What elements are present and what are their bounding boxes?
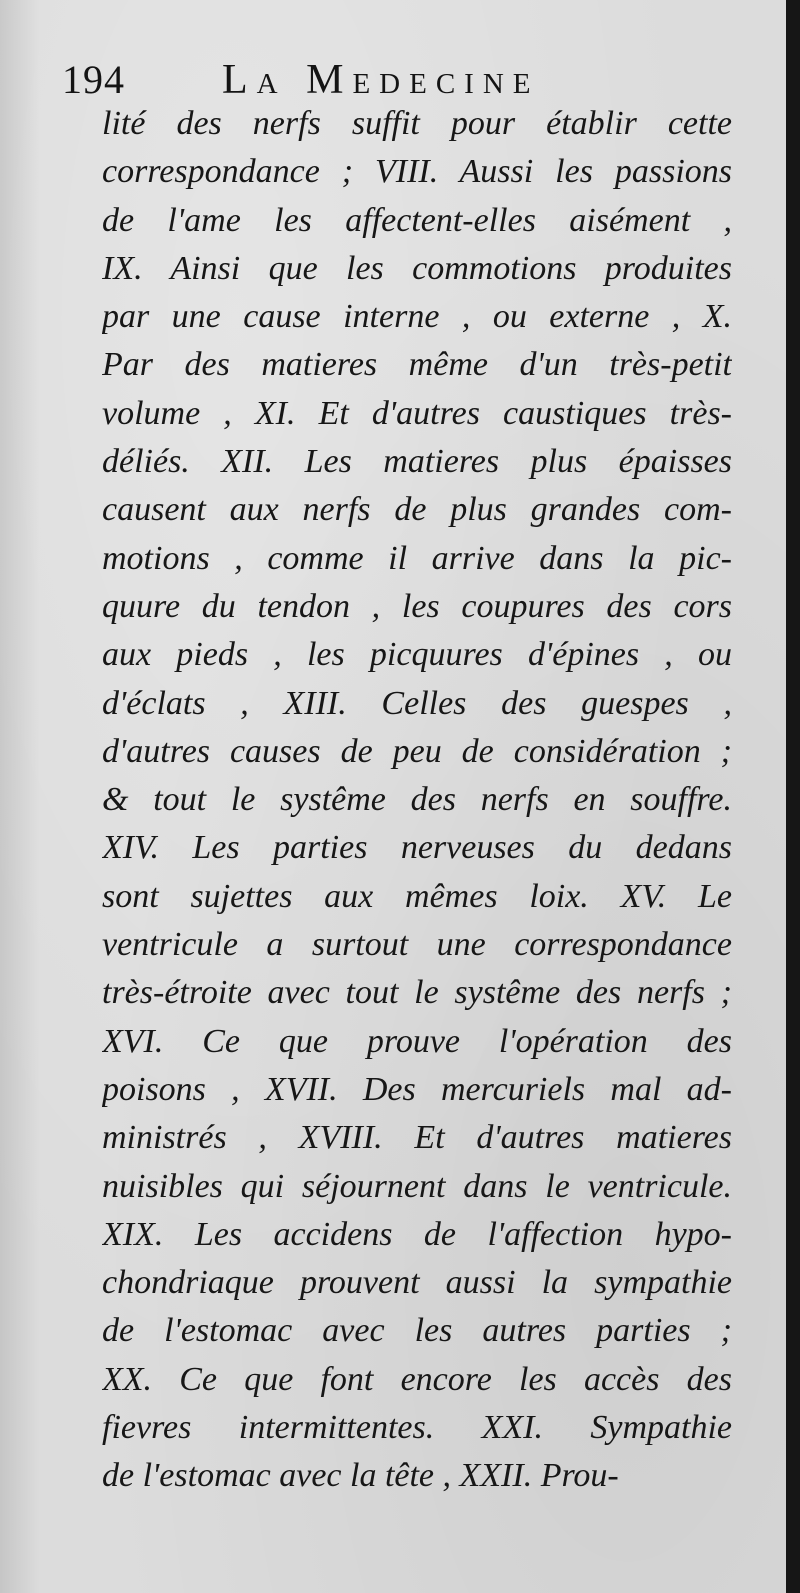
- text-line: motions , comme il arrive dans la pic-: [102, 539, 732, 577]
- body-text: [102, 100, 732, 1501]
- text-line: quure du tendon , les coupures des cors: [102, 587, 732, 625]
- text-line: XVI. Ce que prouve l'opération des: [102, 1022, 732, 1060]
- text-line: volume , XI. Et d'autres caustiques très-: [102, 394, 732, 432]
- text-line: fievres intermittentes. XXI. Sympathie: [102, 1409, 732, 1447]
- text-line: sont sujettes aux mêmes loix. XV. Le: [102, 877, 732, 915]
- text-line: déliés. XII. Les matieres plus épaisses: [102, 443, 732, 481]
- page-edge-shadow: [786, 0, 800, 1593]
- text-line: très-étroite avec tout le systême des nerfs ;: [102, 974, 732, 1012]
- text-line: XX. Ce que font encore les accès des: [102, 1360, 732, 1398]
- text-line: XIX. Les accidens de l'affection hypo-: [102, 1215, 732, 1253]
- text-line: de l'ame les affectent-elles aisément ,: [102, 201, 732, 239]
- text-line: & tout le systême des nerfs en souffre.: [102, 781, 732, 819]
- text-line: causent aux nerfs de plus grandes com-: [102, 491, 732, 529]
- text-line: d'autres causes de peu de considération ;: [102, 732, 732, 770]
- gutter-shadow: [0, 0, 40, 1593]
- text-line: Par des matieres même d'un très-petit: [102, 346, 732, 384]
- text-line: ministrés , XVIII. Et d'autres matieres: [102, 1119, 732, 1157]
- page-number: 194: [62, 57, 125, 102]
- text-line: d'éclats , XIII. Celles des guespes ,: [102, 684, 732, 722]
- text-line: ventricule a surtout une correspondance: [102, 926, 732, 964]
- text-line: aux pieds , les picquures d'épines , ou: [102, 636, 732, 674]
- text-line: chondriaque prouvent aussi la sympathie: [102, 1264, 732, 1302]
- text-line: IX. Ainsi que les commotions produites: [102, 249, 732, 287]
- text-line: de l'estomac avec les autres parties ;: [102, 1312, 732, 1350]
- text-line: par une cause interne , ou externe , X.: [102, 298, 732, 336]
- text-line: XIV. Les parties nerveuses du dedans: [102, 829, 732, 867]
- text-line: de l'estomac avec la tête , XXII. Prou-: [102, 1457, 619, 1495]
- text-line: poisons , XVII. Des mercuriels mal ad-: [102, 1070, 732, 1108]
- text-line: correspondance ; VIII. Aussi les passions: [102, 153, 732, 191]
- text-line: lité des nerfs suffit pour établir cette: [102, 105, 732, 142]
- running-title: La Medecine: [222, 57, 540, 103]
- text-line: nuisibles qui séjournent dans le ventricule.: [102, 1167, 732, 1205]
